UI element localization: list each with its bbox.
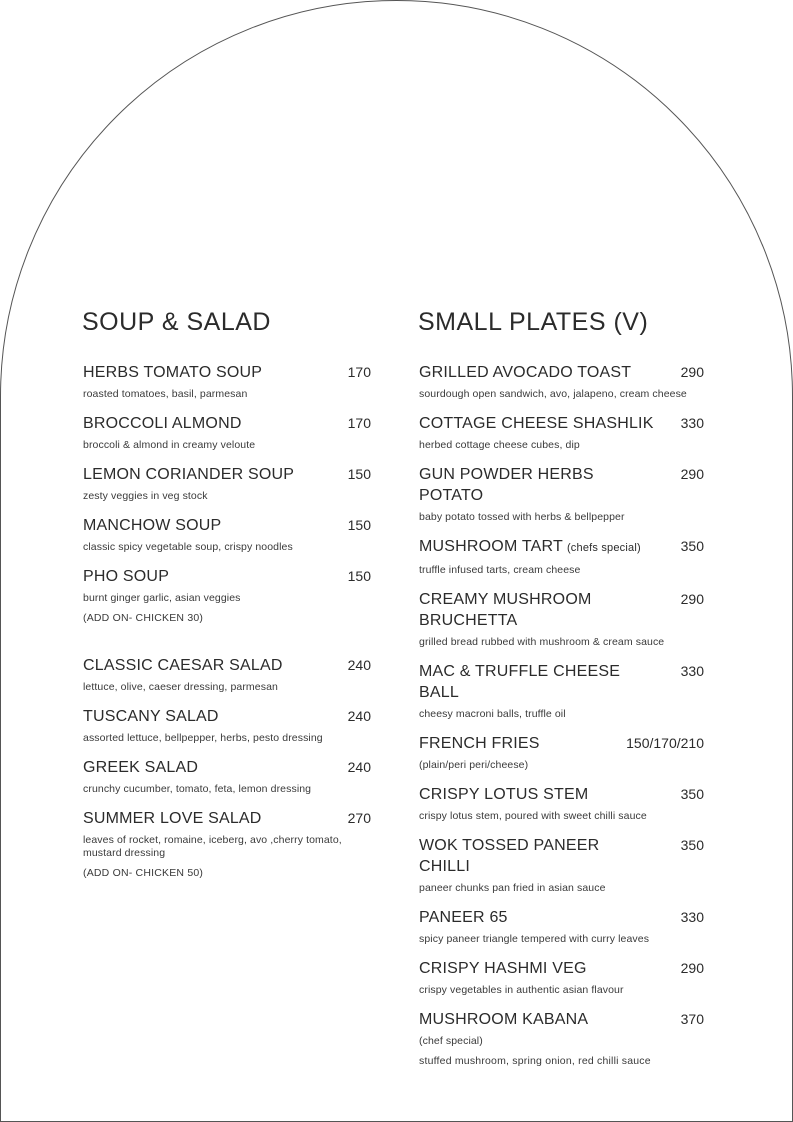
menu-item-gun-powder-herbs-potato	[419, 464, 704, 524]
item-name: CLASSIC CAESAR SALAD	[83, 657, 283, 674]
menu-item-herbs-tomato-soup	[83, 362, 371, 401]
menu-item-manchow-soup	[83, 515, 371, 554]
item-name-group	[419, 536, 641, 559]
menu-item-mushroom-tart	[419, 536, 704, 577]
item-name: GREEK SALAD	[83, 759, 199, 776]
menu-item-wok-tossed-paneer-chilli	[419, 835, 704, 895]
item-description: (plain/peri peri/cheese)	[419, 759, 529, 771]
menu-item-classic-caesar-salad	[83, 655, 371, 694]
item-name: CRISPY HASHMI VEG	[419, 960, 587, 977]
item-description: sourdough open sandwich, avo, jalapeno, cream cheese	[419, 388, 687, 400]
item-name: SUMMER LOVE SALAD	[83, 810, 262, 827]
item-name: MUSHROOM KABANA	[419, 1011, 589, 1028]
menu-item-mac-truffle-cheese-ball	[419, 661, 704, 721]
item-name: MUSHROOM TART	[419, 538, 563, 555]
menu-item-mushroom-kabana	[419, 1009, 704, 1068]
menu-item-summer-love-salad	[83, 808, 371, 880]
menu-item-crispy-lotus-stem	[419, 784, 704, 823]
menu-item-lemon-coriander-soup	[83, 464, 371, 503]
item-description: paneer chunks pan fried in asian sauce	[419, 882, 606, 894]
item-note: (chefs special)	[566, 542, 641, 554]
item-price: 330	[680, 663, 704, 679]
item-note: (chef special)	[419, 1035, 483, 1047]
item-price: 290	[680, 960, 704, 976]
item-description: classic spicy vegetable soup, crispy noodles	[83, 541, 293, 553]
menu-item-creamy-mushroom-bruchetta	[419, 589, 704, 649]
item-description: truffle infused tarts, cream cheese	[419, 564, 581, 576]
item-name: GRILLED AVOCADO TOAST	[419, 364, 632, 381]
item-description: crispy vegetables in authentic asian flavour	[419, 984, 624, 996]
item-description: spicy paneer triangle tempered with curry leaves	[419, 933, 650, 945]
item-name: LEMON CORIANDER SOUP	[83, 466, 295, 483]
item-price: 150/170/210	[626, 735, 704, 751]
menu-item-tuscany-salad	[83, 706, 371, 745]
item-description: cheesy macroni balls, truffle oil	[419, 708, 566, 720]
item-price: 350	[680, 786, 704, 802]
item-name: PANEER 65	[419, 909, 508, 926]
item-price: 150	[347, 466, 371, 482]
item-description: broccoli & almond in creamy veloute	[83, 439, 256, 451]
item-description: burnt ginger garlic, asian veggies	[83, 592, 241, 604]
item-price: 290	[680, 591, 704, 607]
item-name: CRISPY LOTUS STEM	[419, 786, 589, 803]
item-price: 170	[347, 415, 371, 431]
menu-item-pho-soup	[83, 566, 371, 625]
item-name: COTTAGE CHEESE SHASHLIK	[419, 415, 654, 432]
item-price: 240	[347, 759, 371, 775]
item-price: 170	[347, 364, 371, 380]
item-price: 350	[680, 538, 704, 554]
item-price: 150	[347, 517, 371, 533]
section-title-soup-salad: SOUP & SALAD	[82, 308, 271, 336]
item-name: PHO SOUP	[83, 568, 170, 585]
item-description: herbed cottage cheese cubes, dip	[419, 439, 580, 451]
item-description: assorted lettuce, bellpepper, herbs, pesto dressing	[83, 732, 323, 744]
item-description: crunchy cucumber, tomato, feta, lemon dressing	[83, 783, 312, 795]
item-name: FRENCH FRIES	[419, 735, 540, 752]
item-name: MAC & TRUFFLE CHEESE BALL	[419, 663, 621, 701]
item-description: leaves of rocket, romaine, iceberg, avo ,cherry tomato, mustard dressing	[83, 834, 342, 859]
menu-item-french-fries	[419, 733, 704, 772]
item-price: 270	[347, 810, 371, 826]
item-price: 240	[347, 657, 371, 673]
menu-item-grilled-avocado-toast	[419, 362, 704, 401]
item-price: 150	[347, 568, 371, 584]
small-plates-list	[419, 362, 704, 1080]
item-description: roasted tomatoes, basil, parmesan	[83, 388, 248, 400]
item-name: TUSCANY SALAD	[83, 708, 219, 725]
item-price: 350	[680, 837, 704, 853]
item-name: CREAMY MUSHROOM BRUCHETTA	[419, 591, 592, 629]
item-price: 330	[680, 415, 704, 431]
item-description: grilled bread rubbed with mushroom & cream sauce	[419, 636, 665, 648]
item-price: 370	[680, 1011, 704, 1027]
item-name: MANCHOW SOUP	[83, 517, 222, 534]
item-price: 290	[680, 466, 704, 482]
menu-item-greek-salad	[83, 757, 371, 796]
item-price: 240	[347, 708, 371, 724]
item-price: 330	[680, 909, 704, 925]
menu-item-paneer-65	[419, 907, 704, 946]
item-add-on: (ADD ON- CHICKEN 50)	[83, 867, 204, 879]
item-description: baby potato tossed with herbs & bellpepper	[419, 511, 625, 523]
soup-salad-list	[83, 362, 371, 892]
item-description: stuffed mushroom, spring onion, red chilli sauce	[419, 1055, 651, 1067]
item-add-on: (ADD ON- CHICKEN 30)	[83, 612, 204, 624]
menu-item-broccoli-almond	[83, 413, 371, 452]
item-name: WOK TOSSED PANEER CHILLI	[419, 837, 600, 875]
item-price: 290	[680, 364, 704, 380]
menu-item-crispy-hashmi-veg	[419, 958, 704, 997]
menu-item-cottage-cheese-shashlik	[419, 413, 704, 452]
item-description: crispy lotus stem, poured with sweet chilli sauce	[419, 810, 647, 822]
item-description: zesty veggies in veg stock	[83, 490, 208, 502]
section-title-small-plates: SMALL PLATES (V)	[418, 308, 649, 336]
item-name: BROCCOLI ALMOND	[83, 415, 242, 432]
item-description: lettuce, olive, caeser dressing, parmesan	[83, 681, 278, 693]
item-name: GUN POWDER HERBS POTATO	[419, 466, 594, 504]
item-name: HERBS TOMATO SOUP	[83, 364, 263, 381]
